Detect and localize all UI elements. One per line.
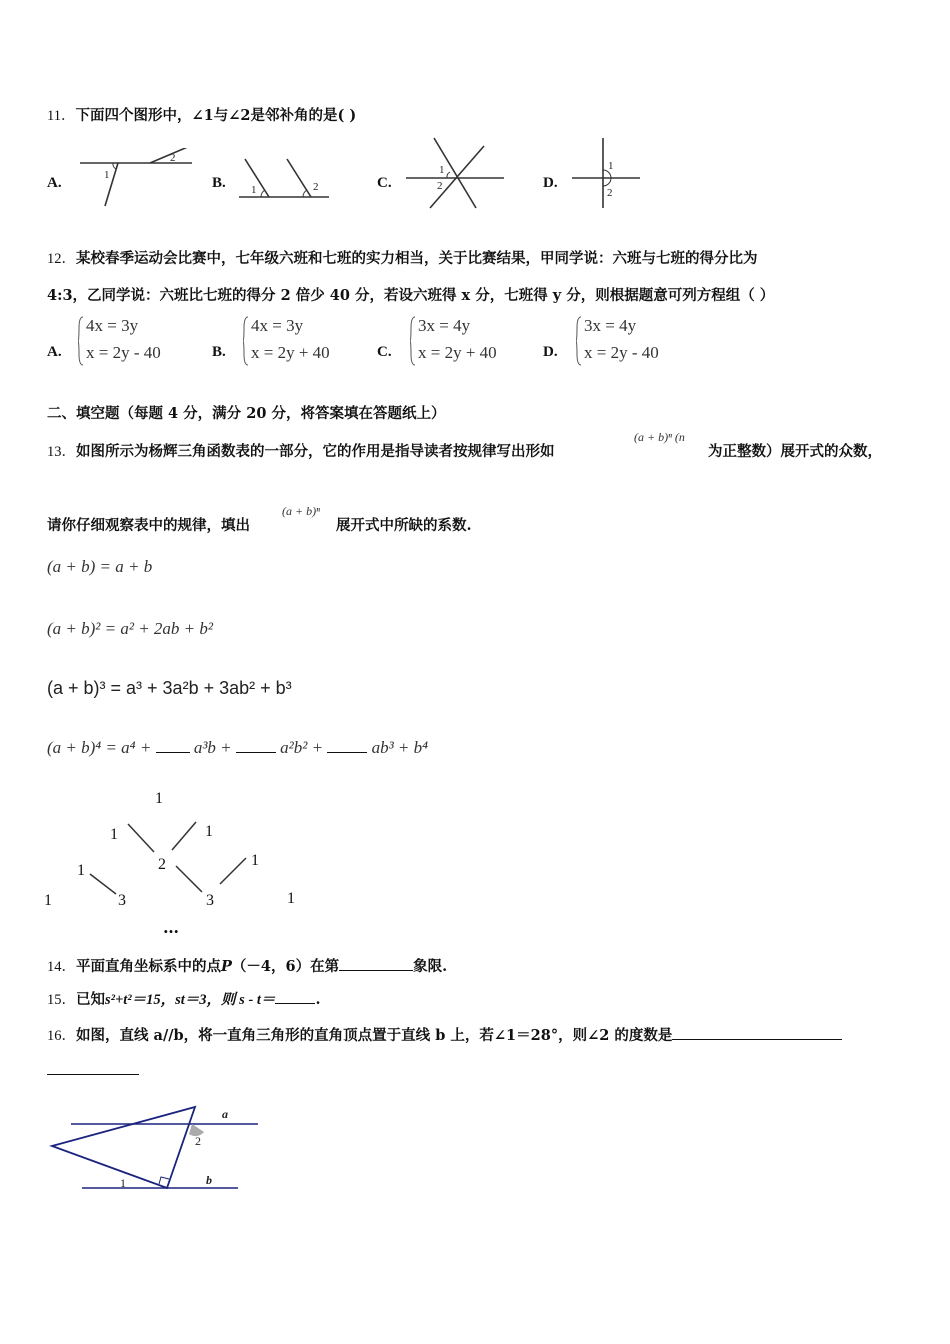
q13-text-1b: 为正整数）展开式的众数， [708,443,882,460]
q12-number: 12． [47,251,76,267]
q12-option-a-system [78,316,188,370]
q13-e4-t2: a²b² + [280,738,324,757]
q11-figure-a [78,148,196,210]
q13-text-2a: 请你仔细观察表中的规律，填出 [47,517,250,534]
brace-icon [78,316,84,366]
q16-number: 16． [47,1028,76,1044]
q11-option-b-label: B. [212,175,226,191]
q14-text-c: 象限. [413,958,448,975]
q13-expansion-1: (a + b) = a + b [47,557,153,576]
svg-text:1: 1 [251,184,257,196]
q15-text-end: . [315,991,321,1008]
q13-e4-left: (a + b)⁴ = a⁴ + [47,738,152,757]
svg-text:2: 2 [170,152,176,164]
q16-blank-1[interactable] [672,1027,842,1040]
q16-blank-2[interactable] [47,1062,139,1075]
q16-figure [44,1100,266,1196]
q11-option-a-label: A. [47,175,62,191]
q15-text-a: 已知 [76,991,105,1008]
q13-e4-t3: ab³ [371,738,394,757]
brace-icon [576,316,582,366]
q13-text-2b: 展开式中所缺的系数. [336,517,472,534]
q16-label-a: a [222,1107,228,1121]
q13-expansion-4 [47,738,428,758]
q13-blank-1[interactable] [156,740,190,753]
svg-text:1: 1 [439,164,445,176]
q15-expression: s²+t²＝15，st＝3，则 s - t＝ [105,992,276,1008]
q12-option-a-label: A. [47,344,62,360]
brace-icon [243,316,249,366]
triangle-r4-c1: 1 [44,892,52,909]
q16-label-angle2: 2 [195,1134,201,1148]
q11-figure-d [570,136,644,210]
q13-formula-small-2: (a + b)ⁿ [282,504,320,518]
q12-text-1: 某校春季运动会比赛中，七年级六班和七班的实力相当，关于比赛结果，甲同学说：六班与七班的得分比为 [76,250,758,267]
q13-expansion-2: (a + b)² = a² + 2ab + b² [47,619,213,638]
triangle-r3-c3: 1 [251,852,259,869]
triangle-ellipsis: … [163,918,179,937]
q14-text-b: （－4，6）在第 [231,958,340,975]
q15-number: 15． [47,992,76,1008]
svg-text:1: 1 [608,160,614,172]
q15-stem [47,988,321,1009]
q11-number: 11． [47,108,76,124]
q12-a-eq2: x = 2y - 40 [86,343,161,362]
q13-line1 [47,440,555,461]
triangle-r4-c4: 1 [287,890,295,907]
q14-text-a: 平面直角坐标系中的点 [76,958,221,975]
triangle-connector-lines [80,818,260,898]
triangle-r2-c2: 1 [205,823,213,840]
q13-text-1a: 如图所示为杨辉三角函数表的一部分，它的作用是指导读者按规律写出形如 [76,443,555,460]
triangle-r1-c1: 1 [155,790,163,807]
q12-option-d-label: D. [543,344,558,360]
svg-text:2: 2 [313,181,319,193]
q11-figure-b [236,156,332,202]
q13-blank-2[interactable] [236,740,276,753]
q12-d-eq1: 3x = 4y [584,316,637,335]
triangle-r2-c1: 1 [110,826,118,843]
svg-text:2: 2 [607,187,613,199]
q13-formula-small: (a + b)ⁿ (n [634,430,685,444]
q12-d-eq2: x = 2y - 40 [584,343,659,362]
q12-c-eq2: x = 2y + 40 [418,343,497,362]
q13-number: 13． [47,444,76,460]
q14-stem [47,955,447,976]
q12-line2: 4:3，乙同学说：六班比七班的得分 2 倍少 40 分，若设六班得 x 分，七班得 y 分，则根据题意可列方程组（ ） [47,287,775,304]
q14-blank[interactable] [339,958,413,971]
q11-option-c-label: C. [377,175,392,191]
q12-option-b-label: B. [212,344,226,360]
q16-text: 如图，直线 a//b，将一直角三角形的直角顶点置于直线 b 上，若∠1＝28°，则∠2 的度数是 [76,1027,673,1044]
q16-label-b: b [206,1173,212,1187]
svg-text:1: 1 [104,169,110,181]
triangle-r3-c1: 1 [77,862,85,879]
brace-icon [410,316,416,366]
q13-expansion-3: (a + b)³ = a³ + 3a²b + 3ab² + b³ [47,678,292,698]
q12-a-eq1: 4x = 3y [86,316,139,335]
q12-b-eq2: x = 2y + 40 [251,343,330,362]
q11-option-d-label: D. [543,175,558,191]
q12-b-eq1: 4x = 3y [251,316,304,335]
q14-point: P [221,958,232,975]
q12-option-d-system [576,316,686,370]
q16-label-angle1: 1 [120,1176,126,1190]
section2-title: 二、填空题（每题 4 分，满分 20 分，将答案填在答题纸上） [47,405,446,422]
triangle-r3-c2: 2 [158,856,166,873]
q13-blank-3[interactable] [327,740,367,753]
q16-stem [47,1024,842,1045]
q15-blank[interactable] [275,991,315,1004]
q11-stem [47,104,356,125]
triangle-r4-c3: 3 [206,892,214,909]
q11-text: 下面四个图形中，∠1与∠2是邻补角的是( ) [75,107,357,124]
triangle-r4-c2: 3 [118,892,126,909]
q12-option-c-system [410,316,520,370]
q11-figure-c [404,136,506,210]
q12-option-b-system [243,316,353,370]
q12-c-eq1: 3x = 4y [418,316,471,335]
q12-option-c-label: C. [377,344,392,360]
q12-line1 [47,247,758,268]
svg-text:2: 2 [437,180,443,192]
q13-e4-end: + b⁴ [397,738,429,757]
q14-number: 14． [47,959,76,975]
q13-e4-t1: a³b + [193,738,232,757]
